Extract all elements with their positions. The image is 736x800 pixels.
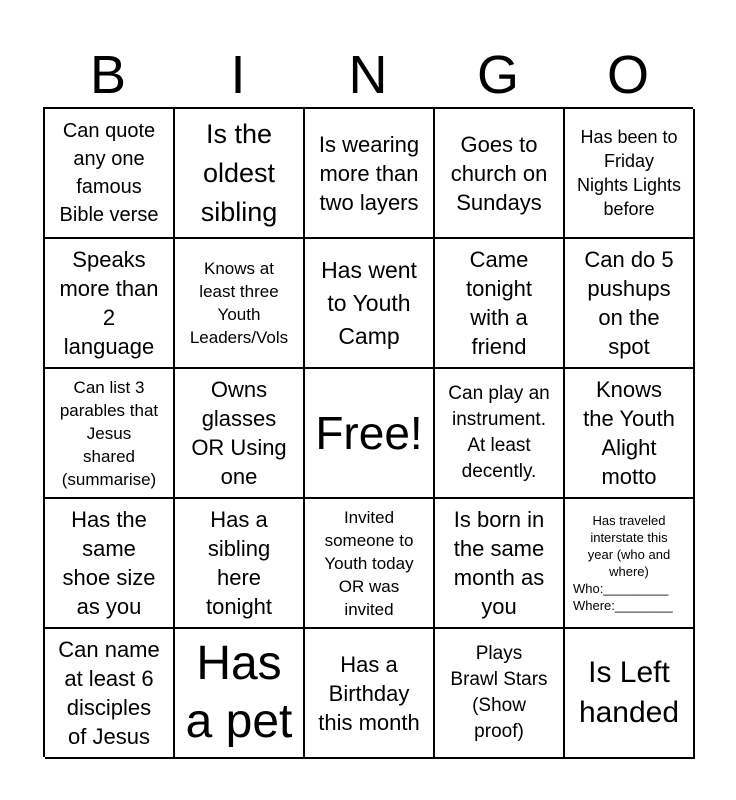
bingo-cell[interactable] [565,239,695,369]
cell-text: Can quote any one famous Bible verse [59,120,159,226]
cell-text: Is the oldest sibling [200,118,278,227]
cell-text: Can do 5 pushups on the spot [584,247,674,359]
bingo-cell[interactable] [435,629,565,759]
cell-text: Is wearing more than two layers [318,131,420,215]
free-space-text: Free! [315,407,423,459]
cell-text: Has traveled interstate this year (who and where) [587,513,671,579]
bingo-cell[interactable] [435,499,565,629]
cell-text: Speaks more than 2 language [59,247,159,359]
cell-text: Knows the Youth Alight motto [583,377,675,489]
bingo-cell[interactable] [435,109,565,239]
bingo-cell[interactable] [175,629,305,759]
cell-text: Invited someone to Youth today OR was invited [324,507,414,619]
cell-text: Can list 3 parables that Jesus shared (summarise) [59,377,159,489]
bingo-cell[interactable] [565,369,695,499]
header-letter-i: I [230,45,246,105]
cell-text: Has a pet [185,637,293,748]
cell-text: Knows at least three Youth Leaders/Vols [189,259,289,347]
who-line[interactable]: Who:_________ [573,581,669,596]
cell-text: Is Left handed [578,656,680,729]
cell-text: Has a sibling here tonight [205,507,273,619]
bingo-cell[interactable] [435,369,565,499]
bingo-cell[interactable] [45,109,175,239]
bingo-cell[interactable] [45,629,175,759]
bingo-cell[interactable] [305,109,435,239]
cell-text: Came tonight with a friend [465,247,533,359]
bingo-cell[interactable] [175,239,305,369]
cell-text: Is born in the same month as you [453,507,545,619]
where-line[interactable]: Where:________ [573,598,673,613]
bingo-cell[interactable] [175,499,305,629]
bingo-cell[interactable] [305,239,435,369]
header-letter-g: G [476,45,519,105]
bingo-cell[interactable] [565,109,695,239]
bingo-card-grid [43,107,693,757]
cell-text: Can name at least 6 disciples of Jesus [58,637,160,749]
bingo-cell[interactable] [565,629,695,759]
bingo-cell[interactable] [175,109,305,239]
bingo-cell[interactable] [45,369,175,499]
bingo-cell[interactable] [305,629,435,759]
free-space-cell[interactable] [305,369,435,499]
bingo-cell[interactable] [305,499,435,629]
bingo-header [43,44,693,106]
bingo-cell[interactable] [435,239,565,369]
cell-text: Has a Birthday this month [318,651,420,735]
cell-text: Has been to Friday Nights Lights before [576,127,682,219]
header-letter-n: N [348,45,388,105]
cell-text: Plays Brawl Stars (Show proof) [450,643,548,742]
bingo-cell[interactable] [175,369,305,499]
bingo-cell[interactable] [45,499,175,629]
cell-text: Has the same shoe size as you [62,507,156,619]
cell-text: Goes to church on Sundays [450,131,548,215]
bingo-cell-interstate[interactable] [565,499,695,629]
bingo-cell[interactable] [45,239,175,369]
header-letter-b: B [89,45,127,105]
cell-text: Can play an instrument. At least decently. [448,383,550,482]
cell-text: Has went to Youth Camp [321,256,417,349]
cell-text: Owns glasses OR Using one [191,377,287,489]
header-letter-o: O [606,45,649,105]
